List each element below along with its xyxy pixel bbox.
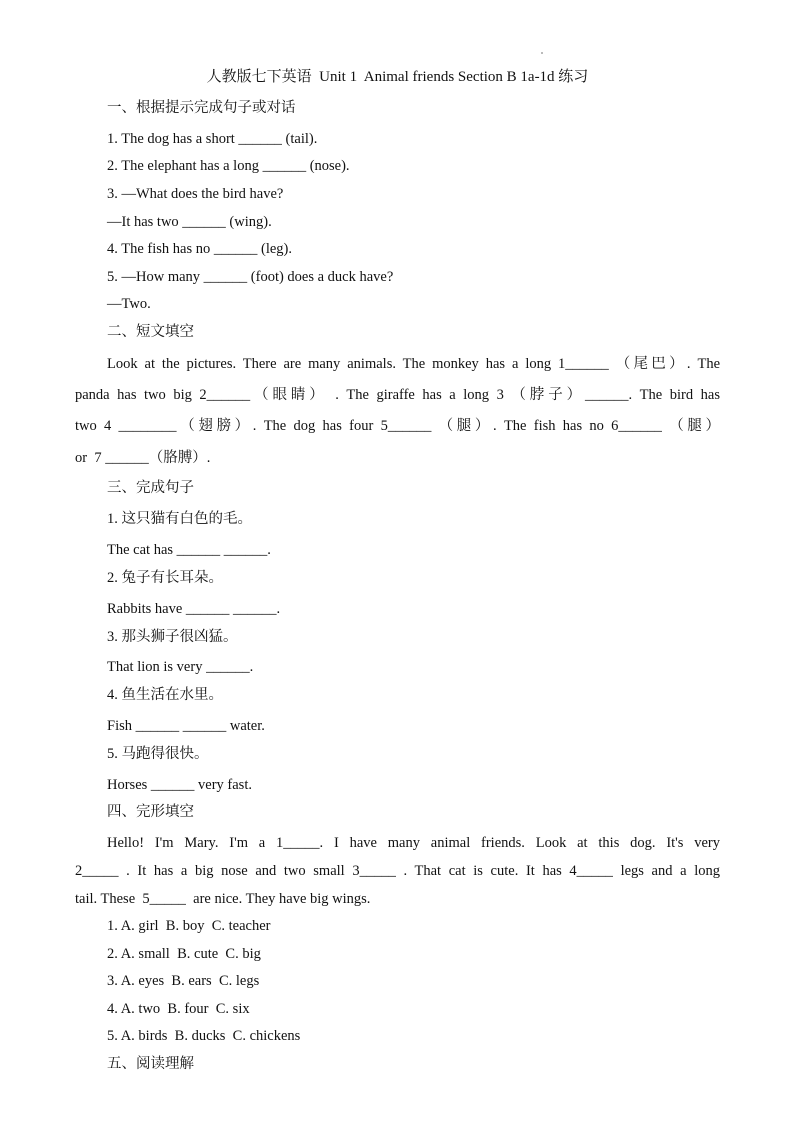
- s4-option-3: 3. A. eyes B. ears C. legs: [107, 973, 260, 989]
- s3-line-8: Fish ______ ______ water.: [107, 718, 265, 734]
- s2-para-line-1: Look at the pictures. There are many animals. The monkey has a long 1______ （尾巴）. The: [107, 356, 720, 372]
- s4-option-2: 2. A. small B. cute C. big: [107, 946, 261, 962]
- s1-line-7: —Two.: [107, 296, 151, 312]
- s3-line-6: That lion is very ______.: [107, 659, 254, 675]
- s1-line-4: —It has two ______ (wing).: [107, 214, 272, 230]
- s4-option-4: 4. A. two B. four C. six: [107, 1001, 250, 1017]
- s2-para-line-2: panda has two big 2______（眼睛） . The giraffe has a long 3 （脖子）______. The bird has: [75, 387, 720, 403]
- section-3-heading: 三、完成句子: [107, 480, 194, 496]
- s4-para-line-3: tail. These 5_____ are nice. They have big wings.: [75, 891, 371, 907]
- s4-para-line-1: Hello! I'm Mary. I'm a 1_____. I have many animal friends. Look at this dog. It's very: [107, 835, 720, 851]
- s2-para-line-4: or 7 ______（胳膊）.: [75, 450, 211, 466]
- s4-option-1: 1. A. girl B. boy C. teacher: [107, 918, 271, 934]
- s3-line-7: 4. 鱼生活在水里。: [107, 687, 223, 703]
- section-4-heading: 四、完形填空: [107, 804, 194, 820]
- s1-line-1: 1. The dog has a short ______ (tail).: [107, 131, 318, 147]
- section-5-heading: 五、阅读理解: [107, 1056, 194, 1072]
- section-2-heading: 二、短文填空: [107, 324, 194, 340]
- s1-line-2: 2. The elephant has a long ______ (nose).: [107, 158, 350, 174]
- page-title: 人教版七下英语 Unit 1 Animal friends Section B 1a-1d 练习: [206, 69, 589, 85]
- scan-dot: [541, 52, 543, 54]
- s3-line-1: 1. 这只猫有白色的毛。: [107, 511, 252, 527]
- s3-line-10: Horses ______ very fast.: [107, 777, 252, 793]
- s3-line-9: 5. 马跑得很快。: [107, 746, 209, 762]
- s1-line-3: 3. —What does the bird have?: [107, 186, 284, 202]
- s4-para-line-2: 2_____ . It has a big nose and two small 3_____ . That cat is cute. It has 4_____ legs and a long: [75, 863, 720, 879]
- s3-line-4: Rabbits have ______ ______.: [107, 601, 281, 617]
- s3-line-5: 3. 那头狮子很凶猛。: [107, 629, 238, 645]
- s2-para-line-3: two 4 ________（翅膀）. The dog has four 5______ （腿）. The fish has no 6______ （腿）: [75, 418, 720, 434]
- s3-line-2: The cat has ______ ______.: [107, 542, 271, 558]
- s4-option-5: 5. A. birds B. ducks C. chickens: [107, 1028, 301, 1044]
- s1-line-6: 5. —How many ______ (foot) does a duck have?: [107, 269, 394, 285]
- section-1-heading: 一、根据提示完成句子或对话: [107, 100, 296, 116]
- s1-line-5: 4. The fish has no ______ (leg).: [107, 241, 292, 257]
- s3-line-3: 2. 兔子有长耳朵。: [107, 570, 223, 586]
